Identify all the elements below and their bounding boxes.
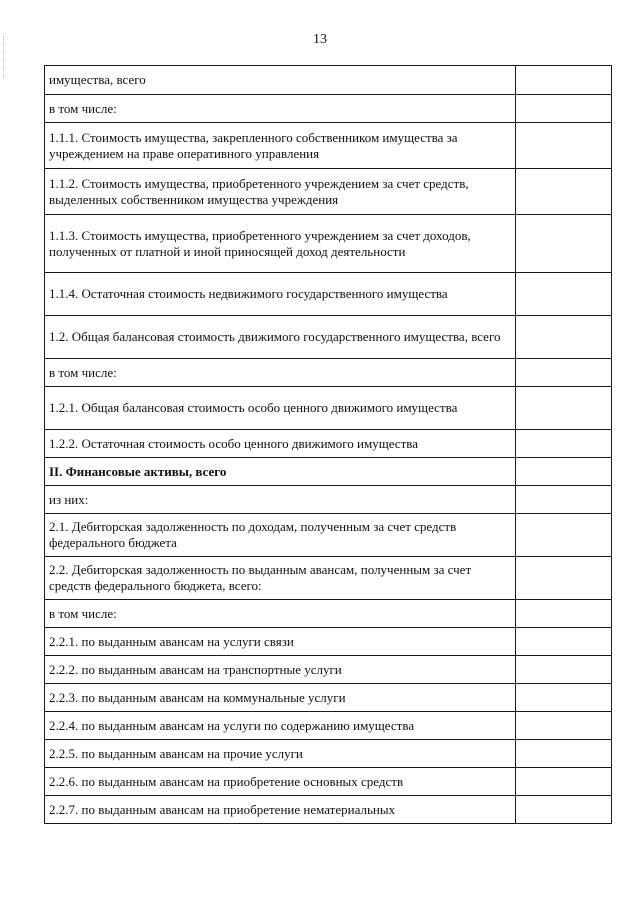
row-label: 1.1.1. Стоимость имущества, закрепленного собственником имущества за учреждением на праве оперативного управления: [45, 123, 516, 169]
table-row: [45, 712, 612, 740]
row-value-cell[interactable]: [516, 66, 612, 95]
page-number: 13: [313, 32, 327, 47]
row-value-cell[interactable]: [516, 95, 612, 123]
row-label: 2.2.2. по выданным авансам на транспортные услуги: [45, 656, 516, 684]
table-row: [45, 768, 612, 796]
row-value-cell[interactable]: [516, 656, 612, 684]
row-label: в том числе:: [45, 359, 516, 387]
table-row: [45, 430, 612, 458]
table-row: [45, 796, 612, 824]
row-value-cell[interactable]: [516, 316, 612, 359]
table-row: [45, 316, 612, 359]
row-value-cell[interactable]: [516, 359, 612, 387]
row-label: в том числе:: [45, 600, 516, 628]
table-row: [45, 273, 612, 316]
table-row: [45, 628, 612, 656]
row-label: 1.2.2. Остаточная стоимость особо ценного движимого имущества: [45, 430, 516, 458]
row-value-cell[interactable]: [516, 557, 612, 600]
row-label: 1.1.4. Остаточная стоимость недвижимого государственного имущества: [45, 273, 516, 316]
row-label: 2.2.1. по выданным авансам на услуги связи: [45, 628, 516, 656]
row-value-cell[interactable]: [516, 712, 612, 740]
row-value-cell[interactable]: [516, 684, 612, 712]
row-value-cell[interactable]: [516, 430, 612, 458]
row-value-cell[interactable]: [516, 169, 612, 215]
row-label: 2.2.6. по выданным авансам на приобретение основных средств: [45, 768, 516, 796]
row-label: 2.2.7. по выданным авансам на приобретение нематериальных: [45, 796, 516, 824]
table-row: [45, 458, 612, 486]
row-label: 2.2.4. по выданным авансам на услуги по содержанию имущества: [45, 712, 516, 740]
row-value-cell[interactable]: [516, 215, 612, 273]
table-row: [45, 215, 612, 273]
table-row: [45, 66, 612, 95]
row-value-cell[interactable]: [516, 768, 612, 796]
row-value-cell[interactable]: [516, 123, 612, 169]
row-value-cell[interactable]: [516, 514, 612, 557]
row-label: имущества, всего: [45, 66, 516, 95]
row-value-cell[interactable]: [516, 387, 612, 430]
row-label: 1.1.2. Стоимость имущества, приобретенного учреждением за счет средств, выделенных собственником имущества учреждения: [45, 169, 516, 215]
table-row: [45, 656, 612, 684]
row-value-cell[interactable]: [516, 628, 612, 656]
row-value-cell[interactable]: [516, 273, 612, 316]
assets-table: [44, 65, 612, 824]
row-value-cell[interactable]: [516, 458, 612, 486]
row-label: 1.2.1. Общая балансовая стоимость особо ценного движимого имущества: [45, 387, 516, 430]
table-row: [45, 740, 612, 768]
row-label: II. Финансовые активы, всего: [45, 458, 516, 486]
table-row: [45, 486, 612, 514]
table-row: [45, 169, 612, 215]
row-label: 2.2.3. по выданным авансам на коммунальные услуги: [45, 684, 516, 712]
row-value-cell[interactable]: [516, 796, 612, 824]
row-value-cell[interactable]: [516, 600, 612, 628]
table-row: [45, 600, 612, 628]
table-row: [45, 359, 612, 387]
row-label: в том числе:: [45, 95, 516, 123]
table-row: [45, 123, 612, 169]
scan-edge-marks: [3, 36, 6, 78]
row-label: 1.2. Общая балансовая стоимость движимого государственного имущества, всего: [45, 316, 516, 359]
table-row: [45, 514, 612, 557]
row-label: 1.1.3. Стоимость имущества, приобретенного учреждением за счет доходов, полученных от платной и иной приносящей доход деятельности: [45, 215, 516, 273]
table-row: [45, 95, 612, 123]
table-row: [45, 387, 612, 430]
table-row: [45, 557, 612, 600]
row-label: 2.2.5. по выданным авансам на прочие услуги: [45, 740, 516, 768]
row-label: 2.2. Дебиторская задолженность по выданным авансам, полученным за счет средств федерального бюджета, всего:: [45, 557, 516, 600]
assets-table-body: [45, 66, 612, 824]
row-label: 2.1. Дебиторская задолженность по доходам, полученным за счет средств федерального бюджета: [45, 514, 516, 557]
row-value-cell[interactable]: [516, 486, 612, 514]
row-value-cell[interactable]: [516, 740, 612, 768]
table-row: [45, 684, 612, 712]
row-label: из них:: [45, 486, 516, 514]
